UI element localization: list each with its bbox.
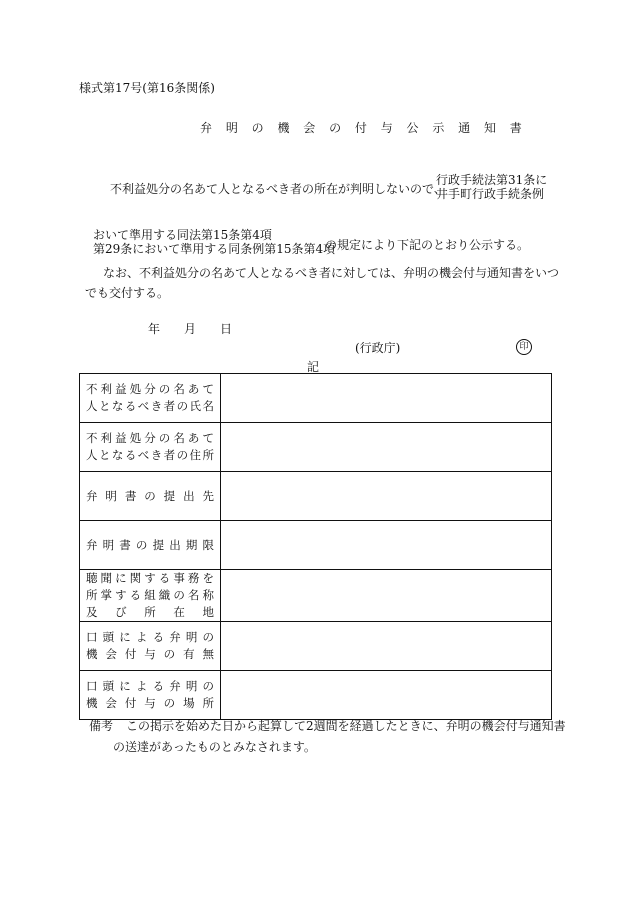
row-label-oral-location: 口頭による弁明の 機会付与の場所 (80, 671, 221, 720)
law-option-b-line1: おいて準用する同法第15条第4項 (93, 228, 272, 242)
table-row (80, 472, 552, 521)
ki-heading: 記 (307, 360, 320, 374)
table-row (80, 423, 552, 472)
date-day: 日 (220, 322, 233, 336)
row-value-oral-availability (221, 622, 552, 671)
row-label-organization: 聴聞に関する事務を 所掌する組織の名称 及び所在地 (80, 570, 221, 622)
table-row (80, 622, 552, 671)
row-label-submission-destination: 弁明書の提出先 (80, 472, 221, 521)
date-month: 月 (184, 322, 197, 336)
paragraph2-line2: でも交付する。 (85, 286, 170, 300)
row-value-oral-location (221, 671, 552, 720)
seal-mark: 印 (516, 339, 532, 355)
remarks-heading: 備考 (89, 719, 114, 733)
form-id: 様式第17号(第16条関係) (79, 81, 215, 95)
row-label-address: 不利益処分の名あて 人となるべき者の住所 (80, 423, 221, 472)
law-option-a-line2: 井手町行政手続条例 (436, 187, 545, 201)
row-value-address (221, 423, 552, 472)
law-option-b-line2: 第29条において準用する同条例第15条第4項 (93, 242, 336, 256)
paragraph1-tail: の規定により下記のとおり公示する。 (325, 238, 530, 252)
law-option-b (93, 228, 335, 256)
row-value-submission-destination (221, 472, 552, 521)
row-value-name (221, 374, 552, 423)
remarks-line1: この掲示を始めた日から起算して2週間を経過したときに、弁明の機会付与通知書 (126, 719, 566, 733)
remarks-line2: の送達があったものとみなされます。 (113, 740, 316, 754)
law-option-a-line1: 行政手続法第31条に (436, 173, 548, 187)
table-row (80, 521, 552, 570)
paragraph1-lead: 不利益処分の名あて人となるべき者の所在が判明しないので、 (110, 182, 446, 196)
row-value-submission-deadline (221, 521, 552, 570)
document-title: 弁 明 の 機 会 の 付 与 公 示 通 知 書 (200, 121, 527, 135)
authority-label: (行政庁) (355, 341, 401, 355)
notice-details-table (79, 373, 552, 720)
table-row (80, 671, 552, 720)
law-option-a (436, 173, 547, 201)
table-row (80, 570, 552, 622)
table-row (80, 374, 552, 423)
row-label-oral-availability: 口頭による弁明の 機会付与の有無 (80, 622, 221, 671)
paragraph2-line1: なお、不利益処分の名あて人となるべき者に対しては、弁明の機会付与通知書をいつ (103, 266, 560, 280)
date-year: 年 (148, 322, 161, 336)
row-label-name: 不利益処分の名あて 人となるべき者の氏名 (80, 374, 221, 423)
row-label-submission-deadline: 弁明書の提出期限 (80, 521, 221, 570)
row-value-organization (221, 570, 552, 622)
